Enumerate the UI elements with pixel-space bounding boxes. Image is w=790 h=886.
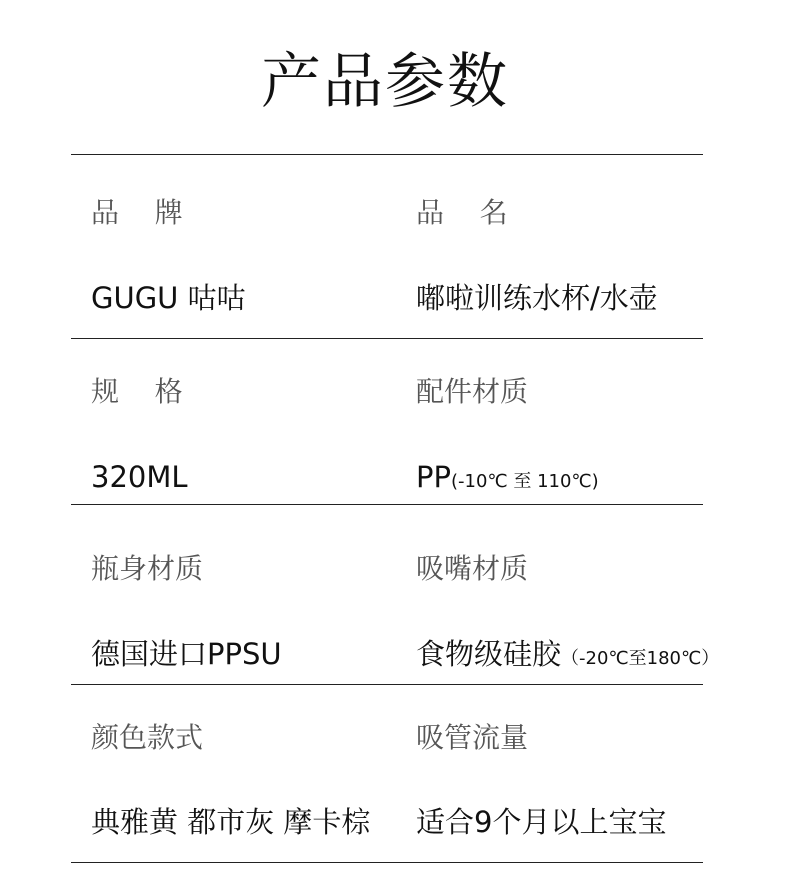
top-divider: [71, 154, 703, 155]
value-straw-flow-text: 适合9个月以上宝宝: [416, 805, 667, 839]
value-straw-flow: [416, 805, 666, 844]
value-nozzle-material-note: （-20℃至180℃）: [561, 648, 720, 669]
label-color-style: 颜色款式: [91, 721, 204, 754]
label-product-name: 品 名: [416, 196, 508, 229]
value-accessory-material-text: PP: [416, 460, 451, 494]
value-nozzle-material-text: 食物级硅胶: [416, 637, 562, 671]
page-title: 产品参数: [261, 47, 509, 117]
value-body-material: 德国进口PPSU: [91, 637, 282, 671]
value-product-name: [416, 281, 658, 320]
row-divider: [71, 504, 703, 505]
row-divider: [71, 338, 703, 339]
label-size: 规 格: [91, 375, 183, 408]
value-size: 320ML: [91, 460, 188, 494]
value-color-style: 典雅黄 都市灰 摩卡棕: [91, 805, 371, 839]
label-accessory-material: 配件材质: [416, 375, 529, 408]
label-brand: 品 牌: [91, 196, 183, 229]
bottom-divider: [71, 862, 703, 863]
value-accessory-material-note: (-10℃ 至 110℃): [450, 471, 599, 492]
value-nozzle-material: [416, 637, 719, 676]
value-brand: GUGU 咕咕: [91, 281, 246, 315]
label-straw-flow: 吸管流量: [416, 721, 529, 754]
value-product-name-text: 嘟啦训练水杯/水壶: [416, 281, 658, 315]
value-accessory-material: [416, 460, 599, 499]
row-divider: [71, 684, 703, 685]
label-nozzle-material: 吸嘴材质: [416, 552, 529, 585]
label-body-material: 瓶身材质: [91, 552, 204, 585]
